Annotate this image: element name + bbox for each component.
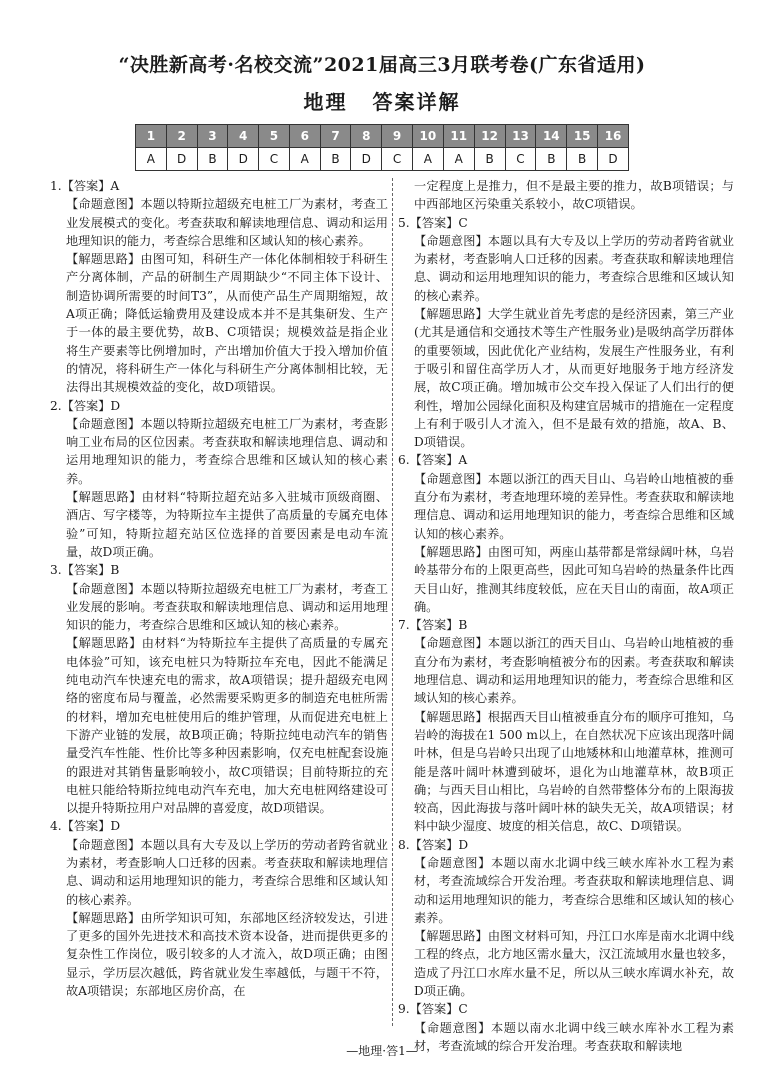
answer-table xyxy=(135,124,629,171)
question-number-cell: 11 xyxy=(443,125,474,148)
subtitle-rest: 答案详解 xyxy=(372,90,461,114)
question-answer-heading: 1.【答案】A xyxy=(50,179,120,193)
question-answer-heading: 3.【答案】B xyxy=(50,563,120,578)
question-answer-heading: 4.【答案】D xyxy=(50,819,121,834)
explanation-paragraph: 【解题思路】根据西天目山植被垂直分布的顺序可推知，乌岩岭的海拔在1 500 m以上，在自然状况下应该出现落叶阔叶林，但是乌岩岭只出现了山地矮林和山地灌草林，推测可能是落叶阔叶林遭到破坏，退化为山地灌草林，故B项正确；与西天目山相比，乌岩岭的自然带整体分布的上限海拔较高，因此海拔与落叶阔叶林的缺失无关，故A项错误；材料中缺少湿度、坡度的相关信息，故C、D项错误。 xyxy=(414,709,734,834)
question-answer-heading: 7.【答案】B xyxy=(398,618,468,633)
answer-cell: B xyxy=(474,148,505,171)
question-answer-heading: 9.【答案】C xyxy=(398,1002,468,1017)
answer-cell: A xyxy=(289,148,320,171)
explanation-paragraph: 【解题思路】大学生就业首先考虑的是经济因素，第三产业(尤其是通信和交通技术等生产性服务业)是吸纳高学历群体的重要领域，因此优化产业结构，发展生产性服务业，有利于吸引和留住高学历人才，从而更好地服务于地方经济发展，故C项正确。增加城市公交车投入保证了人们出行的便利性，增加公园绿化面积及构建宜居城市的措施在一定程度上有利于吸引人才流入，但不是最有效的措施，故A、B、D项错误。 xyxy=(414,307,734,450)
explanation-paragraph: 【解题思路】由图可知，两座山基带都是常绿阔叶林，乌岩岭基带分布的上限更高些，因此可知乌岩岭的热量条件比西天目山好，推测其纬度较低，应在天目山的南面，故A项正确。 xyxy=(414,544,734,614)
question-answer-heading: 5.【答案】C xyxy=(398,215,468,230)
page-title: “决胜新高考·名校交流”2021届高三3月联考卷(广东省适用) xyxy=(118,54,646,76)
question-number-cell: 4 xyxy=(228,125,259,148)
answer-table-answer-row xyxy=(136,148,629,171)
explanation-paragraph: 【解题思路】由材料“为特斯拉车主提供了高质量的专属充电体验”可知，该充电桩只为特斯拉车充电，因此不能满足纯电动汽车快速充电的需求，故A项错误；提升超级充电网络的密度布局与覆盖，必然需要采购更多的制造充电桩所需的材料，增加充电桩使用后的维护管理，从而促进充电桩上下游产业链的发展，故B项正确；特斯拉纯电动汽车的销售量受汽车性能、性价比等多种因素影响，仅充电桩配套设施的跟进对其销售量影响较小，故C项错误；目前特斯拉的充电桩只能给特斯拉纯电动汽车充电，加大充电桩网络建设可以提升特斯拉用户对品牌的喜爱度，故D项错误。 xyxy=(66,636,388,816)
subject-label: 地理 xyxy=(303,90,348,114)
answer-cell: D xyxy=(351,148,382,171)
question-answer-heading: 2.【答案】D xyxy=(50,398,121,413)
left-column xyxy=(50,177,388,1000)
question-number-cell: 8 xyxy=(351,125,382,148)
answer-cell: B xyxy=(197,148,228,171)
explanation-paragraph: 【解题思路】由材料“特斯拉超充站多入驻城市顶级商圈、酒店、写字楼等，为特斯拉车主提供了高质量的专属充电体验”可知，特斯拉超充站区位选择的首要因素是电动车流量，故D项正确。 xyxy=(66,490,388,559)
explanation-paragraph: 【命题意图】本题以浙江的西天目山、乌岩岭山地植被的垂直分布为素材，考查地理环境的差异性。考查获取和解读地理信息、调动和运用地理知识的能力，考查综合思维和区域认知的核心素养。 xyxy=(414,471,734,541)
right-column xyxy=(398,177,734,1055)
question-number-cell: 1 xyxy=(136,125,167,148)
explanation-paragraph: 【解题思路】由图文材料可知，丹江口水库是南水北调中线工程的终点，北方地区需水量大，汉江流域用水量也较多，造成了丹江口水库水量不足，所以从三峡水库调水补充，故D项正确。 xyxy=(414,929,734,999)
explanation-paragraph: 【解题思路】由所学知识可知，东部地区经济较发达，引进了更多的国外先进技术和高技术资本设备，进而提供更多的复杂性工作岗位，吸引较多的人才流入，故D项正确；由图显示，学历层次越低，跨省就业发生率越低，与题干不符，故A项错误；东部地区房价高，在 xyxy=(66,910,388,999)
explanation-paragraph: 【命题意图】本题以南水北调中线三峡水库补水工程为素材，考查流域的综合开发治理。考查获取和解读地 xyxy=(414,1020,734,1053)
question-answer-heading: 8.【答案】D xyxy=(398,837,469,852)
question-number-cell: 15 xyxy=(567,125,598,148)
explanation-paragraph: 【命题意图】本题以具有大专及以上学历的劳动者跨省就业为素材，考查影响人口迁移的因素。考查获取和解读地理信息、调动和运用地理知识的能力，考查综合思维和区域认知的核心素养。 xyxy=(414,233,734,303)
question-number-cell: 5 xyxy=(259,125,290,148)
question-number-cell: 6 xyxy=(289,125,320,148)
question-number-cell: 12 xyxy=(474,125,505,148)
question-number-cell: 9 xyxy=(382,125,413,148)
question-number-cell: 14 xyxy=(536,125,567,148)
answer-cell: C xyxy=(505,148,536,171)
answer-cell: B xyxy=(320,148,351,171)
answer-cell: A xyxy=(443,148,474,171)
answer-cell: C xyxy=(382,148,413,171)
question-number-cell: 10 xyxy=(412,125,443,148)
answer-cell: A xyxy=(136,148,167,171)
explanation-paragraph: 【命题意图】本题以特斯拉超级充电桩工厂为素材，考查影响工业布局的区位因素。考查获取和解读地理信息、调动和运用地理知识的能力，考查综合思维和区域认知的核心素养。 xyxy=(66,416,388,486)
explanation-paragraph: 一定程度上是推力，但不是最主要的推力，故B项错误；与中西部地区污染重关系较小，故C项错误。 xyxy=(414,179,734,212)
answer-cell: B xyxy=(536,148,567,171)
answer-cell: D xyxy=(598,148,629,171)
column-divider xyxy=(392,178,393,1026)
explanation-paragraph: 【命题意图】本题以特斯拉超级充电桩工厂为素材，考查工业发展的影响。考查获取和解读地理信息、调动和运用地理知识的能力，考查综合思维和区域认知的核心素养。 xyxy=(66,581,388,633)
page-footer: —地理·答1— xyxy=(346,1044,418,1058)
answer-cell: D xyxy=(228,148,259,171)
question-number-cell: 2 xyxy=(166,125,197,148)
explanation-paragraph: 【命题意图】本题以具有大专及以上学历的劳动者跨省就业为素材，考查影响人口迁移的因素。考查获取和解读地理信息、调动和运用地理知识的能力，考查综合思维和区域认知的核心素养。 xyxy=(66,837,388,907)
question-number-cell: 3 xyxy=(197,125,228,148)
answer-cell: C xyxy=(259,148,290,171)
answer-table-number-row xyxy=(136,125,629,148)
question-number-cell: 13 xyxy=(505,125,536,148)
explanation-paragraph: 【命题意图】本题以浙江的西天目山、乌岩岭山地植被的垂直分布为素材，考查影响植被分布的因素。考查获取和解读地理信息、调动和运用地理知识的能力，考查综合思维和区域认知的核心素养。 xyxy=(414,636,734,706)
answer-cell: D xyxy=(166,148,197,171)
question-number-cell: 7 xyxy=(320,125,351,148)
explanation-paragraph: 【命题意图】本题以南水北调中线三峡水库补水工程为素材，考查流域综合开发治理。考查获取和解读地理信息、调动和运用地理知识的能力，考查综合思维和区域认知的核心素养。 xyxy=(414,855,734,925)
answer-cell: A xyxy=(412,148,443,171)
explanation-paragraph: 【命题意图】本题以特斯拉超级充电桩工厂为素材，考查工业发展模式的变化。考查获取和解读地理信息、调动和运用地理知识的能力，考查综合思维和区域认知的核心素养。 xyxy=(66,197,388,248)
page-subtitle xyxy=(0,86,764,115)
explanation-paragraph: 【解题思路】由图可知，科研生产一体化体制相较于科研生产分离体制，产品的研制生产周期缺少“不同主体下设计、制造协调所需要的时间T3”，从而使产品生产周期缩短，故A项正确；降低运输费用及建设成本并不是其集研发、生产于一体的最主要优势，故B、C项错误；规模效益是指企业将生产要素等比例增加时，产出增加价值大于投入增加价值的情况，将科研生产一体化与科研生产分离体制相比较，无法得出其规模效益的变化，故D项错误。 xyxy=(66,252,388,395)
question-number-cell: 16 xyxy=(598,125,629,148)
answer-cell: B xyxy=(567,148,598,171)
question-answer-heading: 6.【答案】A xyxy=(398,453,468,468)
